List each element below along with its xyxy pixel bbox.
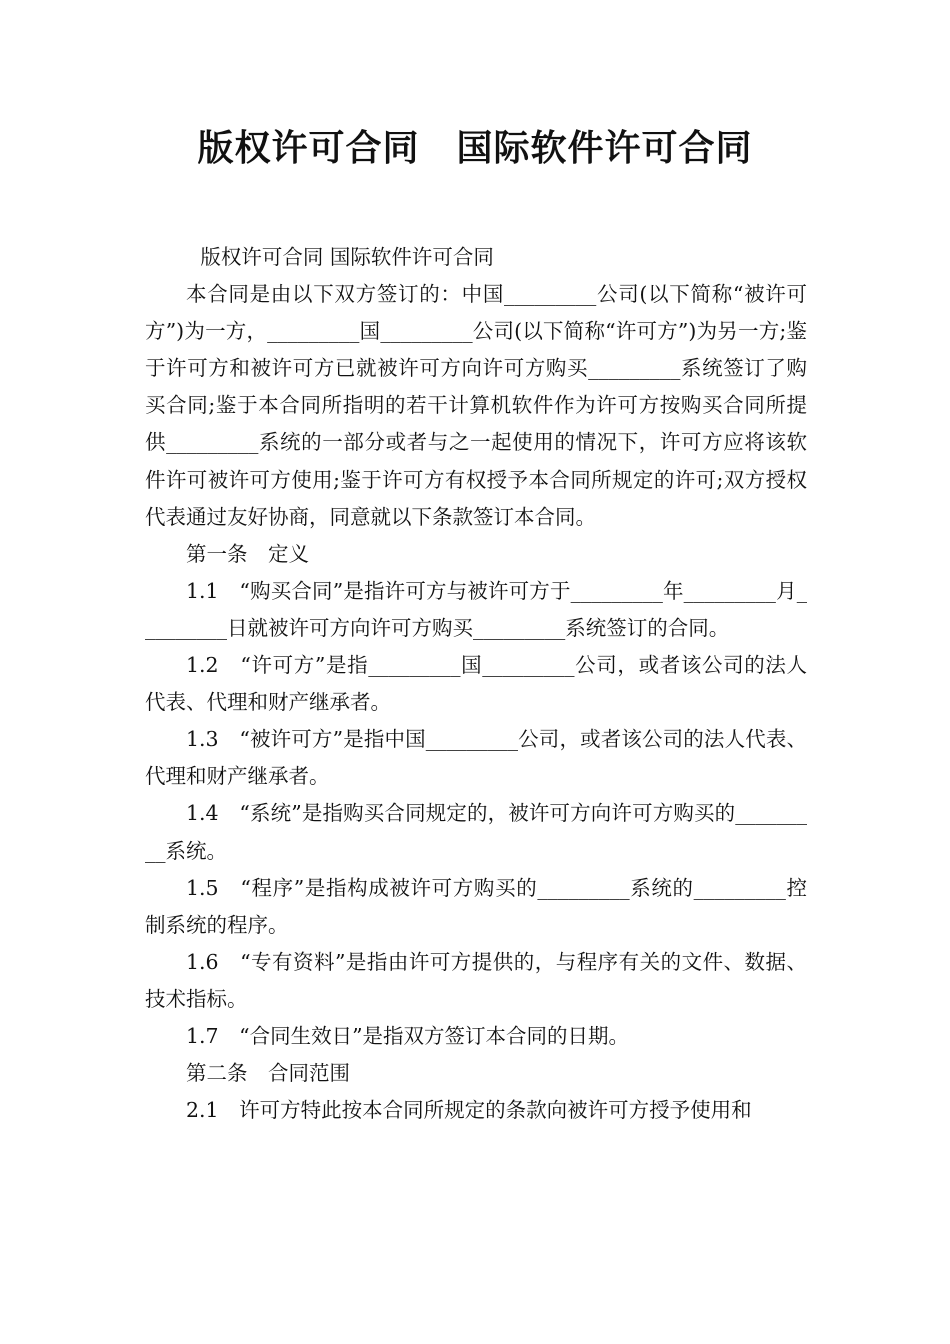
clause-1-4: 1.4 “系统”是指购买合同规定的，被许可方向许可方购买的_________系统。 <box>145 801 807 863</box>
clause-1-6: 1.6 “专有资料”是指由许可方提供的，与程序有关的文件、数据、技术指标。 <box>145 949 807 1011</box>
clause-1-7: 1.7 “合同生效日”是指双方签订本合同的日期。 <box>186 1023 630 1048</box>
clause-2-1: 2.1 许可方特此按本合同所规定的条款向被许可方授予使用和 <box>186 1098 752 1123</box>
document-title: 版权许可合同 国际软件许可合同 <box>197 128 753 169</box>
subtitle-paragraph: 版权许可合同 国际软件许可合同 <box>200 245 494 269</box>
clause-1-3: 1.3 “被许可方”是指中国_________公司，或者该公司的法人代表、代理和财产继承者。 <box>145 727 807 789</box>
article-1-heading: 第一条 定义 <box>186 541 309 566</box>
document-body <box>145 239 807 1129</box>
article-2-heading: 第二条 合同范围 <box>186 1061 350 1086</box>
preamble-paragraph: 本合同是由以下双方签订的：中国_________公司(以下简称“被许可方”)为一方，_________国_________公司(以下简称“许可方”)为另一方;鉴于许可方和被许可方已就被许可方向许可方购买_________系统签订了购买合同;鉴于本合同所指明的若干计算机软件作为许可方按购买合同所提供_________系统的一部分或者与之一起使用的情况下，许可方应将该软件许可被许可方使用;鉴于许可方有权授予本合同所规定的许可;双方授权代表通过友好协商，同意就以下条款签订本合同。 <box>145 282 807 529</box>
clause-1-5: 1.5 “程序”是指构成被许可方购买的_________系统的_________控制系统的程序。 <box>145 875 807 937</box>
clause-1-2: 1.2 “许可方”是指_________国_________公司，或者该公司的法人代表、代理和财产继承者。 <box>145 653 807 715</box>
clause-1-1: 1.1 “购买合同”是指许可方与被许可方于_________年_________月_________日就被许可方向许可方购买_________系统签订的合同。 <box>145 578 807 640</box>
